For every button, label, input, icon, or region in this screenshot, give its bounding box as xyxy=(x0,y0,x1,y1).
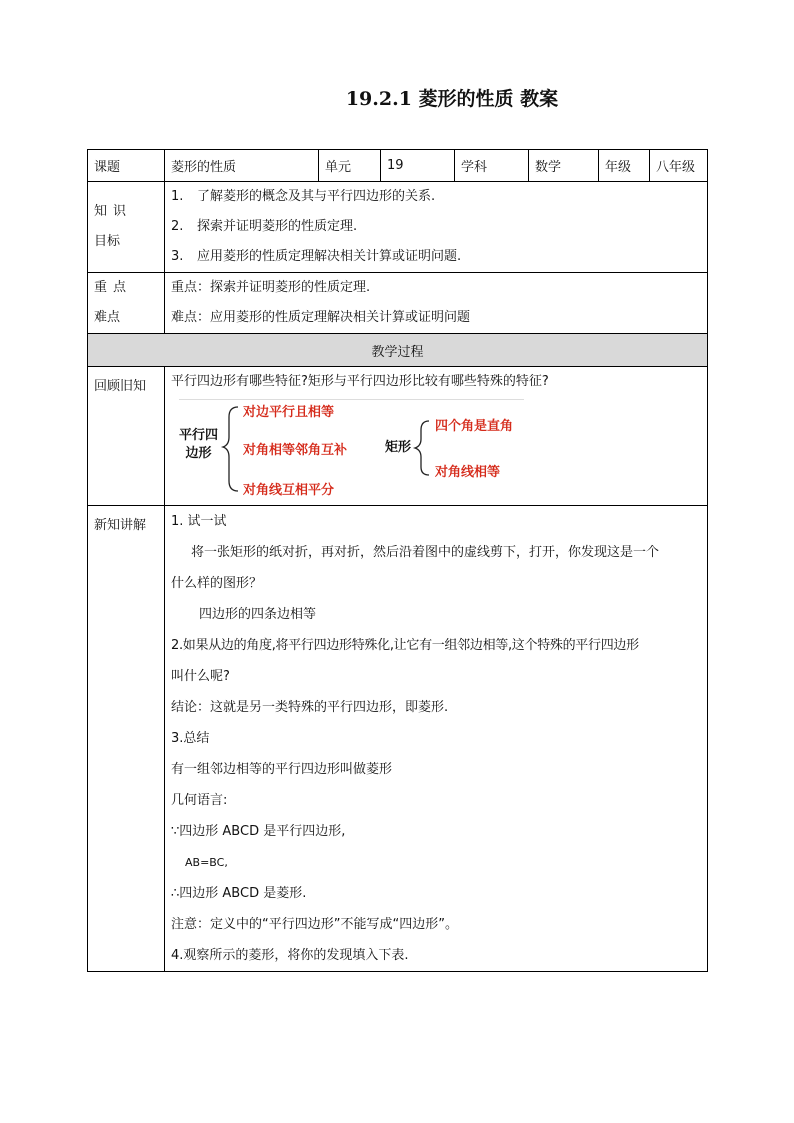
review-label: 回顾旧知 xyxy=(88,367,165,506)
lesson-plan-table xyxy=(87,149,708,972)
review-diagram xyxy=(171,395,701,505)
rect-feature: 四个角是直角 xyxy=(435,419,514,434)
parallelogram-label: 平行四 边形 xyxy=(179,428,219,461)
process-row xyxy=(88,334,708,367)
subject-label: 课题 xyxy=(88,150,165,182)
goals-content xyxy=(165,182,708,273)
text-line: 结论：这就是另一类特殊的平行四边形，即菱形. xyxy=(171,700,449,715)
text-line: 有一组邻边相等的平行四边形叫做菱形 xyxy=(171,762,393,777)
review-question: 平行四边形有哪些特征?矩形与平行四边形比较有哪些特殊的特征? xyxy=(171,374,549,389)
para-feature: 对边平行且相等 xyxy=(243,405,335,420)
goals-row xyxy=(88,182,708,273)
difficult-point: 难点：应用菱形的性质定理解决相关计算或证明问题 xyxy=(171,310,471,325)
key-content xyxy=(165,273,708,334)
goal-item: 2. 探索并证明菱形的性质定理. xyxy=(171,219,358,234)
text-line: 注意：定义中的“平行四边形”不能写成“四边形”。 xyxy=(171,917,458,932)
rectangle-label: 矩形 xyxy=(385,440,412,455)
unit-label: 单元 xyxy=(319,150,381,182)
review-content xyxy=(165,367,708,506)
text-line: 四边形的四条边相等 xyxy=(199,607,317,622)
new-knowledge-content xyxy=(165,506,708,972)
discipline-label: 学科 xyxy=(455,150,529,182)
key-point: 重点：探索并证明菱形的性质定理. xyxy=(171,280,371,295)
process-header: 教学过程 xyxy=(88,334,708,367)
grade-value: 八年级 xyxy=(650,150,708,182)
review-row xyxy=(88,367,708,506)
text-line: 4.观察所示的菱形，将你的发现填入下表. xyxy=(171,948,409,963)
text-line: ∵四边形 ABCD 是平行四边形, xyxy=(171,824,346,839)
para-feature: 对角线互相平分 xyxy=(243,483,335,498)
unit-value: 19 xyxy=(381,150,455,182)
discipline-value: 数学 xyxy=(529,150,599,182)
text-line: 1. 试一试 xyxy=(171,514,227,529)
para-feature: 对角相等邻角互补 xyxy=(243,443,348,458)
rect-feature: 对角线相等 xyxy=(435,465,501,480)
text-line: 2.如果从边的角度,将平行四边形特殊化,让它有一组邻边相等,这个特殊的平行四边形 xyxy=(171,638,639,653)
new-knowledge-row xyxy=(88,506,708,972)
key-label: 重点 难点 xyxy=(88,273,165,334)
grade-label: 年级 xyxy=(599,150,650,182)
brace-diagram xyxy=(171,395,571,505)
goals-label: 知识 目标 xyxy=(88,182,165,273)
key-row xyxy=(88,273,708,334)
text-line: 什么样的图形？ xyxy=(171,576,263,591)
text-line: 几何语言: xyxy=(171,793,228,808)
new-knowledge-label: 新知讲解 xyxy=(88,506,165,972)
header-row xyxy=(88,150,708,182)
text-line: 3.总结 xyxy=(171,731,210,746)
text-line: ∴四边形 ABCD 是菱形. xyxy=(171,886,307,901)
parallelogram-brace xyxy=(223,407,238,491)
text-line: 叫什么呢? xyxy=(171,669,230,684)
rectangle-brace xyxy=(415,421,429,475)
page-title: 19.2.1 菱形的性质 教案 xyxy=(345,88,559,110)
goal-item: 3. 应用菱形的性质定理解决相关计算或证明问题. xyxy=(171,249,462,264)
goal-item: 1. 了解菱形的概念及其与平行四边形的关系. xyxy=(171,189,436,204)
text-line: 将一张矩形的纸对折，再对折，然后沿着图中的虚线剪下，打开，你发现这是一个 xyxy=(191,545,660,560)
subject-value: 菱形的性质 xyxy=(165,150,319,182)
text-line: AB=BC, xyxy=(185,856,228,869)
